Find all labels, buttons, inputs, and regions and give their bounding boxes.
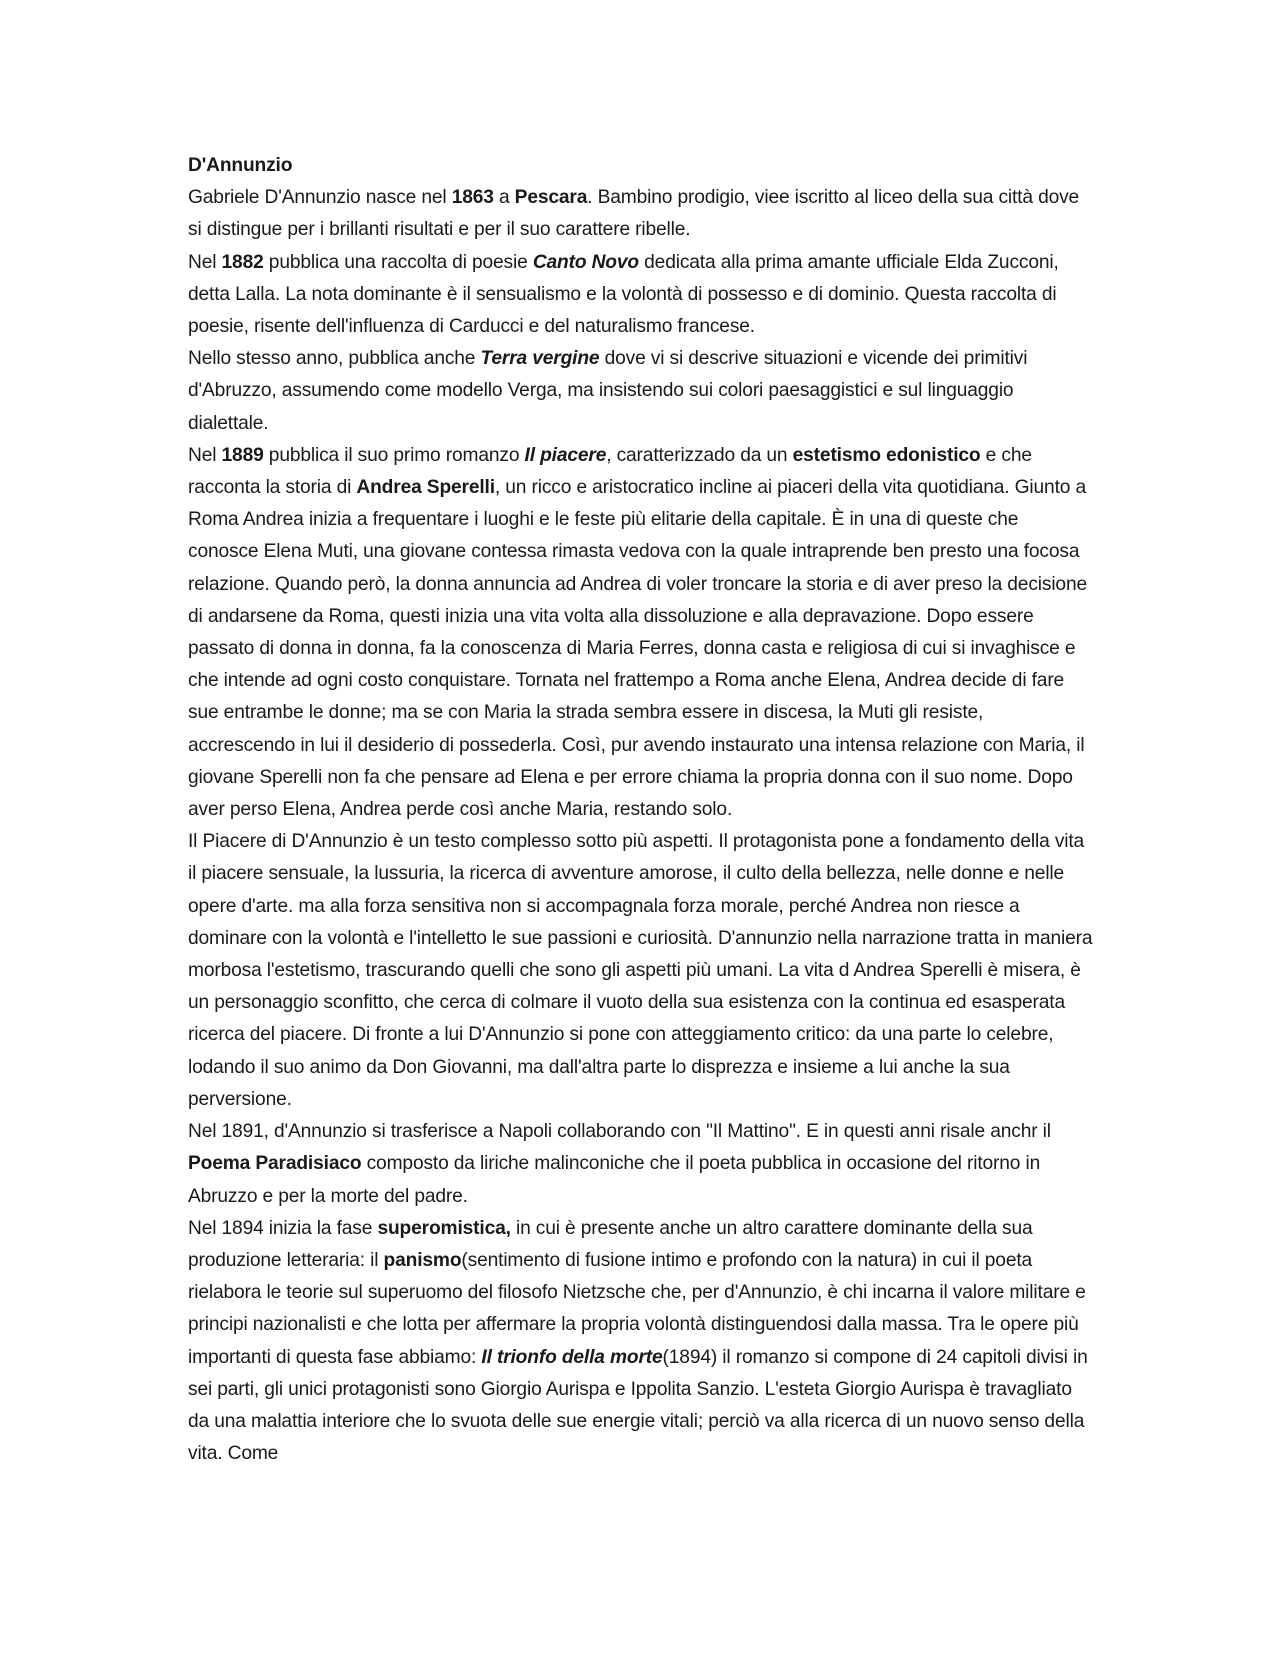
paragraph-canto-novo: Nel 1882 pubblica una raccolta di poesie Canto Novo dedicata alla prima amante ufficiale Elda Zucconi, detta Lalla. La nota dominante è il sensualismo e la volontà di possesso e di dominio. Questa raccolta di poesie, risente dell'influenza di Carducci e del naturalismo francese. [188,251,1059,338]
year-1863: 1863 [451,187,494,209]
work-poema-paradisiaco: Poema Paradisiaco [188,1153,362,1175]
name-andrea-sperelli: Andrea Sperelli [356,477,495,499]
city-pescara: Pescara [514,187,588,209]
paragraph-terra-vergine: Nello stesso anno, pubblica anche Terra vergine dove vi si descrive situazioni e vicende dei primitivi d'Abruzzo, assumendo come modello Verga, ma insistendo sui colori paesaggistici e sul linguaggio dialettale. [188,348,1028,434]
document-title: D'Annunzio [188,155,293,176]
term-superomistica: superomistica, [377,1217,511,1239]
term-estetismo-edonistico: estetismo edonistico [792,444,981,466]
year-1889: 1889 [221,444,264,466]
document-body [188,150,1093,1470]
work-terra-vergine: Terra vergine [480,348,600,370]
work-canto-novo: Canto Novo [532,251,639,273]
year-1882: 1882 [221,251,264,273]
paragraph-poema-paradisiaco: Nel 1891, d'Annunzio si trasferisce a Napoli collaborando con "Il Mattino". E in questi anni risale anchr il Poema Paradisiaco composto da liriche malinconiche che il poeta pubblica in occasione del ritorno in Abruzzo e per la morte del padre. [188,1121,1051,1207]
work-il-trionfo-della-morte: Il trionfo della morte [481,1346,663,1368]
work-il-piacere: Il piacere [524,444,607,466]
term-panismo: panismo [383,1249,462,1271]
paragraph-birth: Gabriele D'Annunzio nasce nel 1863 a Pescara. Bambino prodigio, viee iscritto al liceo della sua città dove si distingue per i brillanti risultati e per il suo carattere ribelle. [188,187,1080,241]
paragraph-superomistica: Nel 1894 inizia la fase superomistica, in cui è presente anche un altro carattere dominante della sua produzione letteraria: il panismo(sentimento di fusione intimo e profondo con la natura) in cui il poeta rielabora le teorie sul superuomo del filosofo Nietzsche che, per d'Annunzio, è chi incarna il valore militare e principi nazionalisti e che lotta per affermare la propria volontà distinguendosi dalla massa. Tra le opere più importanti di questa fase abbiamo: Il trionfo della morte(1894) il romanzo si compone di 24 capitoli divisi in sei parti, gli unici protagonisti sono Giorgio Aurispa e Ippolita Sanzio. L'esteta Giorgio Aurispa è travagliato da una malattia interiore che lo svuota delle sue energie vitali; perciò va alla ricerca di un nuovo senso della vita. Come [188,1217,1088,1465]
paragraph-piacere-analysis: Il Piacere di D'Annunzio è un testo complesso sotto più aspetti. Il protagonista pone a fondamento della vita il piacere sensuale, la lussuria, la ricerca di avventure amorose, il culto della bellezza, nelle donne e nelle opere d'arte. ma alla forza sensitiva non si accompagnala forza morale, perché Andrea non riesce a dominare con la volontà e l'intelletto le sue passioni e curiosità. D'annunzio nella narrazione tratta in maniera morbosa l'estetismo, trascurando quelli che sono gli aspetti più umani. La vita d Andrea Sperelli è misera, è un personaggio sconfitto, che cerca di colmare il vuoto della sua esistenza con la continua ed esasperata ricerca del piacere. Di fronte a lui D'Annunzio si pone con atteggiamento critico: da una parte lo celebre, lodando il suo animo da Don Giovanni, ma dall'altra parte lo disprezza e insieme a lui anche la sua perversione. [188,831,1093,1110]
paragraph-il-piacere: Nel 1889 pubblica il suo primo romanzo Il piacere, caratterizzado da un estetismo edonistico e che racconta la storia di Andrea Sperelli, un ricco e aristocratico incline ai piaceri della vita quotidiana. Giunto a Roma Andrea inizia a frequentare i luoghi e le feste più elitarie della capitale. È in una di queste che conosce Elena Muti, una giovane contessa rimasta vedova con la quale intraprende ben presto una focosa relazione. Quando però, la donna annuncia ad Andrea di voler troncare la storia e di aver preso la decisione di andarsene da Roma, questi inizia una vita volta alla dissoluzione e alla depravazione. Dopo essere passato di donna in donna, fa la conoscenza di Maria Ferres, donna casta e religiosa di cui si invaghisce e che intende ad ogni costo conquistare. Tornata nel frattempo a Roma anche Elena, Andrea decide di fare sue entrambe le donne; ma se con Maria la strada sembra essere in discesa, la Muti gli resiste, accrescendo in lui il desiderio di possederla. Così, pur avendo instaurato una intensa relazione con Maria, il giovane Sperelli non fa che pensare ad Elena e per errore chiama la propria donna con il suo nome. Dopo aver perso Elena, Andrea perde così anche Maria, restando solo. [188,444,1087,821]
